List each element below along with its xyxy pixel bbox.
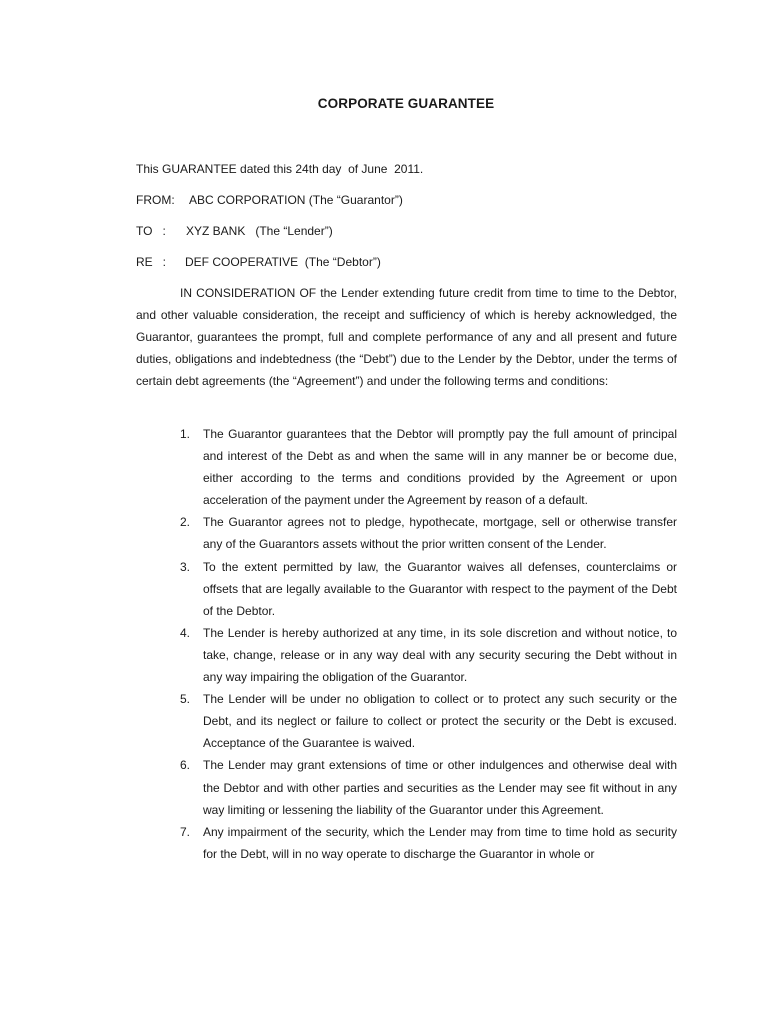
list-item [180,622,677,688]
re-value: DEF COOPERATIVE (The “Debtor”) [185,255,381,269]
consideration-paragraph: IN CONSIDERATION OF the Lender extending future credit from time to time to the Debtor, and other valuable consideration, the receipt and sufficiency of which is hereby acknowledged, the Guarantor, guarantees the prompt, full and complete performance of any and all present and future duties, obligations and indebtedness (the “Debt”) due to the Lender by the Debtor, under the terms of certain debt agreements (the “Agreement”) and under the following terms and conditions: [136,286,677,389]
date-line: This GUARANTEE dated this 24th day of June 2011. [136,162,424,176]
clause-number: 3. [180,559,191,574]
re-line [136,255,381,269]
clause-text: The Guarantor agrees not to pledge, hypothecate, mortgage, sell or otherwise transfer any of the Guarantors assets without the prior written consent of the Lender. [203,515,677,552]
list-item [180,821,677,865]
clause-number: 1. [180,427,191,441]
clause-text: The Lender may grant extensions of time or other indulgences and otherwise deal with the Debtor and with other parties and securities as the Lender may see fit without in any way limiting or lessening the liability of the Guarantor under this Agreement. [203,758,677,817]
clause-number: 5. [180,692,191,707]
document-title: CORPORATE GUARANTEE [317,96,495,111]
to-value: XYZ BANK (The “Lender”) [186,224,333,238]
clause-text: The Lender is hereby authorized at any time, in its sole discretion and without notice, to take, change, release or in any way deal with any security securing the Debt without in any way impairing the obligation of the Guarantor. [203,625,677,685]
list-item [180,511,677,555]
clause-text: Any impairment of the security, which the Lender may from time to time hold as security for the Debt, will in no way operate to discharge the Guarantor in whole or [203,824,677,861]
re-label: RE : [136,255,167,269]
clause-text: The Guarantor guarantees that the Debtor will promptly pay the full amount of principal and interest of the Debt as and when the same will in any manner be or become due, either according to the terms and conditions provided by the Agreement or upon acceleration of the payment under the Agreement by reason of a default. [203,427,677,508]
clause-number: 2. [180,515,191,530]
list-item [180,423,677,511]
from-value: ABC CORPORATION (The “Guarantor”) [189,193,403,207]
to-label: TO : [136,224,166,238]
from-line [136,193,403,207]
clause-number: 7. [180,824,191,839]
clause-text: The Lender will be under no obligation to collect or to protect any such security or the Debt, and its neglect or failure to collect or protect the security or the Debt is excused. Acceptance of the Guarantee is waived. [203,692,677,751]
clause-number: 4. [180,625,191,640]
clause-number: 6. [180,758,191,773]
list-item [180,754,677,820]
list-item [180,556,677,622]
from-label: FROM: [136,193,175,207]
terms-list [180,423,677,865]
list-item [180,688,677,754]
clause-text: To the extent permitted by law, the Guarantor waives all defenses, counterclaims or offsets that are legally available to the Guarantor with respect to the payment of the Debt of the Debtor. [203,559,677,618]
to-line [136,224,333,238]
